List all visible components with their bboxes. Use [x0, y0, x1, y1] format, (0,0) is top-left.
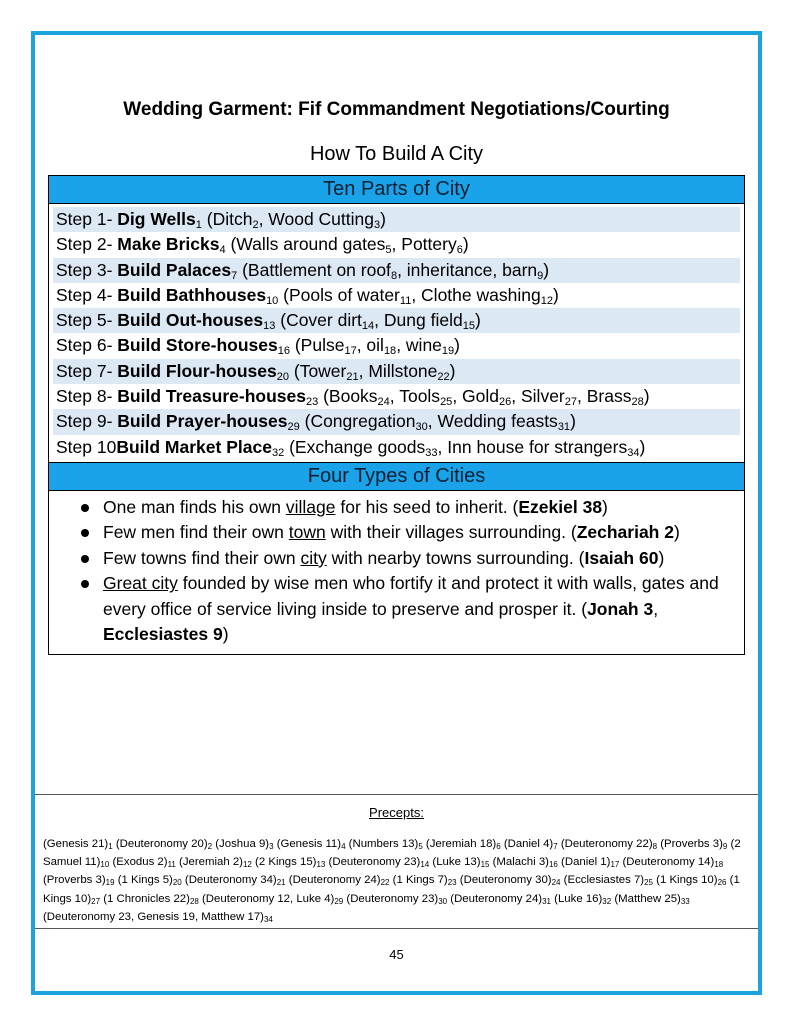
step-detail: , Tools	[389, 386, 441, 407]
precept-ref: (Deuteronomy 24)	[447, 892, 543, 905]
scripture-ref: Ecclesiastes 9	[103, 624, 223, 645]
section-header-four-types: Four Types of Cities	[49, 462, 744, 491]
precept-number: 8	[652, 842, 658, 851]
footnote-ref: 33	[425, 446, 438, 459]
page-number: 45	[389, 947, 404, 962]
precept-number: 12	[242, 860, 252, 870]
footer-divider-top	[35, 794, 758, 795]
footnote-ref: 25	[440, 396, 453, 409]
footnote-ref: 16	[277, 345, 290, 358]
precept-ref: (Daniel 4)	[500, 838, 554, 850]
precept-number: 1	[108, 842, 113, 851]
type-text: with their villages surrounding. (	[325, 522, 577, 543]
footnote-ref: 9	[537, 269, 544, 282]
footnote-ref: 30	[415, 421, 428, 434]
step-row	[53, 308, 740, 333]
step-detail: (Tower	[289, 360, 347, 381]
city-type-item	[77, 520, 734, 546]
step-detail: , oil	[356, 335, 384, 356]
precept-ref: (Deuteronomy 23)	[343, 892, 439, 905]
section-header-ten-parts: Ten Parts of City	[49, 176, 744, 204]
precept-ref: (Daniel 1)	[557, 856, 611, 869]
footnote-ref: 21	[346, 370, 359, 383]
precept-number: 14	[420, 860, 430, 870]
precept-ref: (1 Chronicles 22)	[100, 892, 190, 905]
footnote-ref: 5	[385, 244, 392, 257]
precept-number: 2	[207, 842, 213, 851]
precept-ref: (Deuteronomy 30)	[456, 874, 552, 887]
precept-number: 31	[542, 896, 551, 906]
footnote-ref: 20	[276, 370, 289, 383]
precept-ref: (Deuteronomy 22)	[557, 838, 653, 850]
step-detail: , wine	[396, 335, 442, 356]
precept-number: 20	[172, 878, 182, 888]
footnote-ref: 2	[252, 219, 259, 231]
footnote-ref: 1	[195, 219, 202, 231]
step-row	[53, 207, 740, 232]
precept-ref: (Jeremiah 2)	[175, 856, 243, 869]
precept-ref: (Ecclesiastes 7)	[560, 874, 645, 887]
steps-list	[49, 204, 744, 462]
step-prefix: Step 4-	[56, 284, 118, 305]
precept-ref: (Luke 16)	[551, 892, 603, 905]
type-text: )	[658, 547, 665, 568]
footnote-ref: 7	[231, 269, 238, 282]
step-name: Build Treasure-houses	[117, 386, 306, 407]
precept-number: 30	[438, 896, 448, 906]
footnote-ref: 18	[383, 345, 397, 358]
step-detail: )	[552, 284, 559, 305]
type-text: founded by wise men who fortify it and protect it with walls, gates and every office of service living inside to preserve and prosper it. (	[103, 573, 719, 619]
city-type-item	[77, 546, 734, 572]
precept-number: 25	[644, 878, 653, 888]
precept-number: 9	[722, 842, 728, 851]
step-prefix: Step 1-	[56, 209, 118, 229]
city-term: city	[300, 547, 327, 568]
type-text: for his seed to inherit. (	[335, 496, 519, 517]
precept-number: 7	[553, 842, 558, 851]
step-detail: (Pulse	[289, 335, 345, 356]
precept-number: 26	[717, 878, 727, 888]
precept-number: 19	[105, 878, 115, 888]
footnote-ref: 32	[271, 446, 285, 459]
step-name: Build Store-houses	[117, 335, 278, 356]
footnote-ref: 6	[456, 244, 463, 257]
step-detail: (Walls around gates	[225, 234, 386, 255]
step-row	[53, 359, 740, 384]
step-prefix: Step 8-	[56, 386, 118, 407]
precept-number: 28	[189, 896, 199, 906]
precept-ref: (Proverbs 3)	[43, 874, 106, 887]
precept-number: 16	[548, 860, 558, 870]
step-detail: )	[454, 335, 460, 356]
precept-number: 13	[316, 860, 326, 870]
precept-number: 18	[714, 860, 724, 870]
step-detail: , inheritance, barn	[397, 259, 538, 280]
precept-ref: (Deuteronomy 14)	[619, 856, 715, 869]
city-type-item	[77, 495, 734, 521]
precept-number: 23	[447, 878, 457, 888]
step-detail: (Pools of water	[278, 284, 400, 305]
footnote-ref: 13	[263, 320, 276, 333]
precept-number: 27	[91, 896, 101, 906]
precept-number: 29	[334, 896, 344, 906]
step-row	[53, 435, 740, 460]
type-text: Few towns find their own	[103, 547, 301, 568]
step-detail: , Inn house for strangers	[437, 436, 628, 457]
type-text: ,	[653, 598, 659, 619]
precept-ref: (Genesis 11)	[273, 838, 342, 850]
step-name: Build Flour-houses	[117, 360, 277, 381]
footnote-ref: 12	[540, 294, 553, 307]
step-row	[53, 283, 740, 308]
precept-ref: (Proverbs 3)	[657, 838, 723, 850]
footnote-ref: 26	[499, 396, 512, 409]
precept-ref: (Joshua 9)	[212, 838, 270, 850]
precepts-heading: Precepts:	[369, 805, 424, 820]
city-term: Great city	[103, 573, 178, 594]
step-row	[53, 258, 740, 283]
step-name: Make Bricks	[117, 234, 220, 255]
precept-ref: (1 Kings 10)	[43, 874, 740, 905]
footnote-ref: 8	[390, 269, 398, 282]
step-name: Build Market Place	[116, 436, 272, 457]
step-prefix: Step 3-	[56, 259, 118, 280]
footnote-ref: 34	[627, 446, 640, 459]
footnote-ref: 31	[557, 421, 571, 434]
step-prefix: Step 9-	[56, 411, 118, 432]
precept-number: 4	[341, 842, 346, 851]
step-name: Dig Wells	[117, 209, 196, 229]
precept-ref: (Genesis 21)	[43, 838, 109, 850]
scripture-ref: Ezekiel 38	[518, 496, 603, 517]
footnote-ref: 27	[564, 396, 577, 409]
step-detail: , Millstone	[358, 360, 438, 381]
footer-divider-bottom	[35, 928, 758, 929]
step-detail: (Exchange goods	[284, 436, 426, 457]
step-detail: , Gold	[452, 386, 500, 407]
step-detail: )	[462, 234, 469, 255]
step-detail: (Ditch	[201, 209, 253, 229]
step-detail: (Books	[318, 386, 378, 407]
step-name: Build Out-houses	[117, 310, 264, 331]
step-row	[53, 409, 740, 434]
type-text: )	[602, 496, 608, 517]
step-detail: )	[449, 360, 456, 381]
footnote-ref: 4	[219, 244, 226, 257]
types-list	[49, 491, 744, 654]
type-text: )	[222, 624, 229, 645]
precept-number: 15	[480, 860, 490, 870]
page-subtitle: How To Build A City	[309, 143, 484, 165]
step-name: Build Prayer-houses	[117, 411, 288, 432]
precept-number: 24	[551, 878, 561, 888]
step-detail: , Wedding feasts	[427, 411, 558, 432]
scripture-ref: Jonah 3	[587, 598, 654, 619]
precept-ref: (Deuteronomy 34)	[181, 874, 277, 887]
footnote-ref: 3	[374, 219, 381, 231]
bullet-icon	[81, 555, 89, 563]
precept-ref: (1 Kings 7)	[389, 874, 448, 887]
step-row	[53, 333, 740, 358]
bullet-icon	[81, 580, 89, 588]
precept-number: 5	[418, 842, 423, 851]
city-table	[48, 175, 745, 655]
precept-number: 34	[263, 914, 273, 924]
precept-ref: (Matthew 25)	[611, 892, 681, 905]
precept-ref: (Deuteronomy 23)	[325, 856, 421, 869]
precept-number: 32	[602, 896, 612, 906]
precept-ref: (Deuteronomy 23, Genesis 19, Matthew 17)	[43, 910, 264, 923]
precept-number: 33	[680, 896, 690, 906]
step-detail: )	[543, 259, 550, 280]
step-name: Build Bathhouses	[117, 284, 267, 305]
footnote-ref: 14	[361, 320, 375, 333]
precept-ref: (2 Samuel 11)	[43, 838, 741, 869]
step-detail: , Silver	[511, 386, 565, 407]
precept-ref: (1 Kings 5)	[114, 874, 173, 887]
step-detail: )	[639, 436, 646, 457]
precept-ref: (Jeremiah 18)	[422, 838, 497, 850]
precept-number: 10	[100, 860, 110, 870]
footnote-ref: 22	[437, 370, 450, 383]
precept-ref: (Luke 13)	[429, 856, 481, 869]
footnote-ref: 10	[266, 294, 279, 307]
bullet-icon	[81, 504, 89, 512]
step-detail: , Dung field	[374, 310, 463, 331]
footnote-ref: 28	[631, 396, 644, 409]
step-detail: )	[380, 209, 386, 229]
type-text: )	[673, 522, 680, 543]
step-prefix: Step 7-	[56, 360, 118, 381]
step-prefix: Step 2-	[56, 234, 118, 255]
footnote-ref: 17	[344, 345, 357, 358]
city-term: village	[285, 496, 336, 517]
step-prefix: Step 5-	[56, 310, 118, 331]
footnote-ref: 15	[462, 320, 475, 333]
city-type-item	[77, 571, 734, 648]
precept-ref: (Malachi 3)	[489, 856, 549, 869]
scripture-ref: Isaiah 60	[584, 547, 659, 568]
step-detail: , Brass	[577, 386, 632, 407]
type-text: with nearby towns surrounding. (	[326, 547, 585, 568]
precept-number: 6	[496, 842, 501, 851]
step-detail: (Congregation	[299, 411, 416, 432]
precept-number: 21	[276, 878, 286, 888]
precept-ref: (Deuteronomy 12, Luke 4)	[198, 892, 335, 905]
footnote-ref: 29	[287, 421, 300, 434]
step-detail: , Clothe washing	[411, 284, 541, 305]
precept-ref: (Numbers 13)	[345, 838, 419, 850]
precept-ref: (Deuteronomy 20)	[112, 838, 208, 850]
type-text: One man finds his own	[103, 496, 286, 517]
step-detail: )	[474, 310, 481, 331]
precept-number: 11	[167, 860, 176, 870]
footnote-ref: 23	[305, 396, 319, 409]
step-detail: )	[643, 386, 650, 407]
step-detail: , Wood Cutting	[258, 209, 374, 229]
step-name: Build Palaces	[117, 259, 232, 280]
precept-ref: (Exodus 2)	[109, 856, 168, 869]
step-row	[53, 384, 740, 409]
footnote-ref: 11	[399, 294, 412, 307]
precept-number: 22	[380, 878, 390, 888]
step-detail: (Cover dirt	[275, 310, 362, 331]
city-term: town	[288, 522, 326, 543]
bullet-icon	[81, 529, 89, 537]
footnote-ref: 19	[441, 345, 455, 358]
precept-number: 3	[269, 842, 274, 851]
step-detail: , Pottery	[391, 234, 457, 255]
step-detail: (Battlement on roof	[237, 259, 391, 280]
step-prefix: Step 10	[56, 436, 117, 457]
precept-number: 17	[610, 860, 620, 870]
page-frame	[31, 31, 762, 995]
precept-ref: (Deuteronomy 24)	[285, 874, 381, 887]
step-detail: )	[570, 411, 576, 432]
page-title: Wedding Garment: Fif Commandment Negotiations/Courting	[123, 99, 670, 120]
type-text: Few men find their own	[103, 522, 289, 543]
step-prefix: Step 6-	[56, 335, 118, 356]
precept-ref: (2 Kings 15)	[251, 856, 317, 869]
precepts-list	[43, 835, 752, 926]
step-row	[53, 232, 740, 257]
precept-ref: (1 Kings 10)	[652, 874, 718, 887]
scripture-ref: Zechariah 2	[576, 522, 674, 543]
footnote-ref: 24	[377, 396, 390, 409]
